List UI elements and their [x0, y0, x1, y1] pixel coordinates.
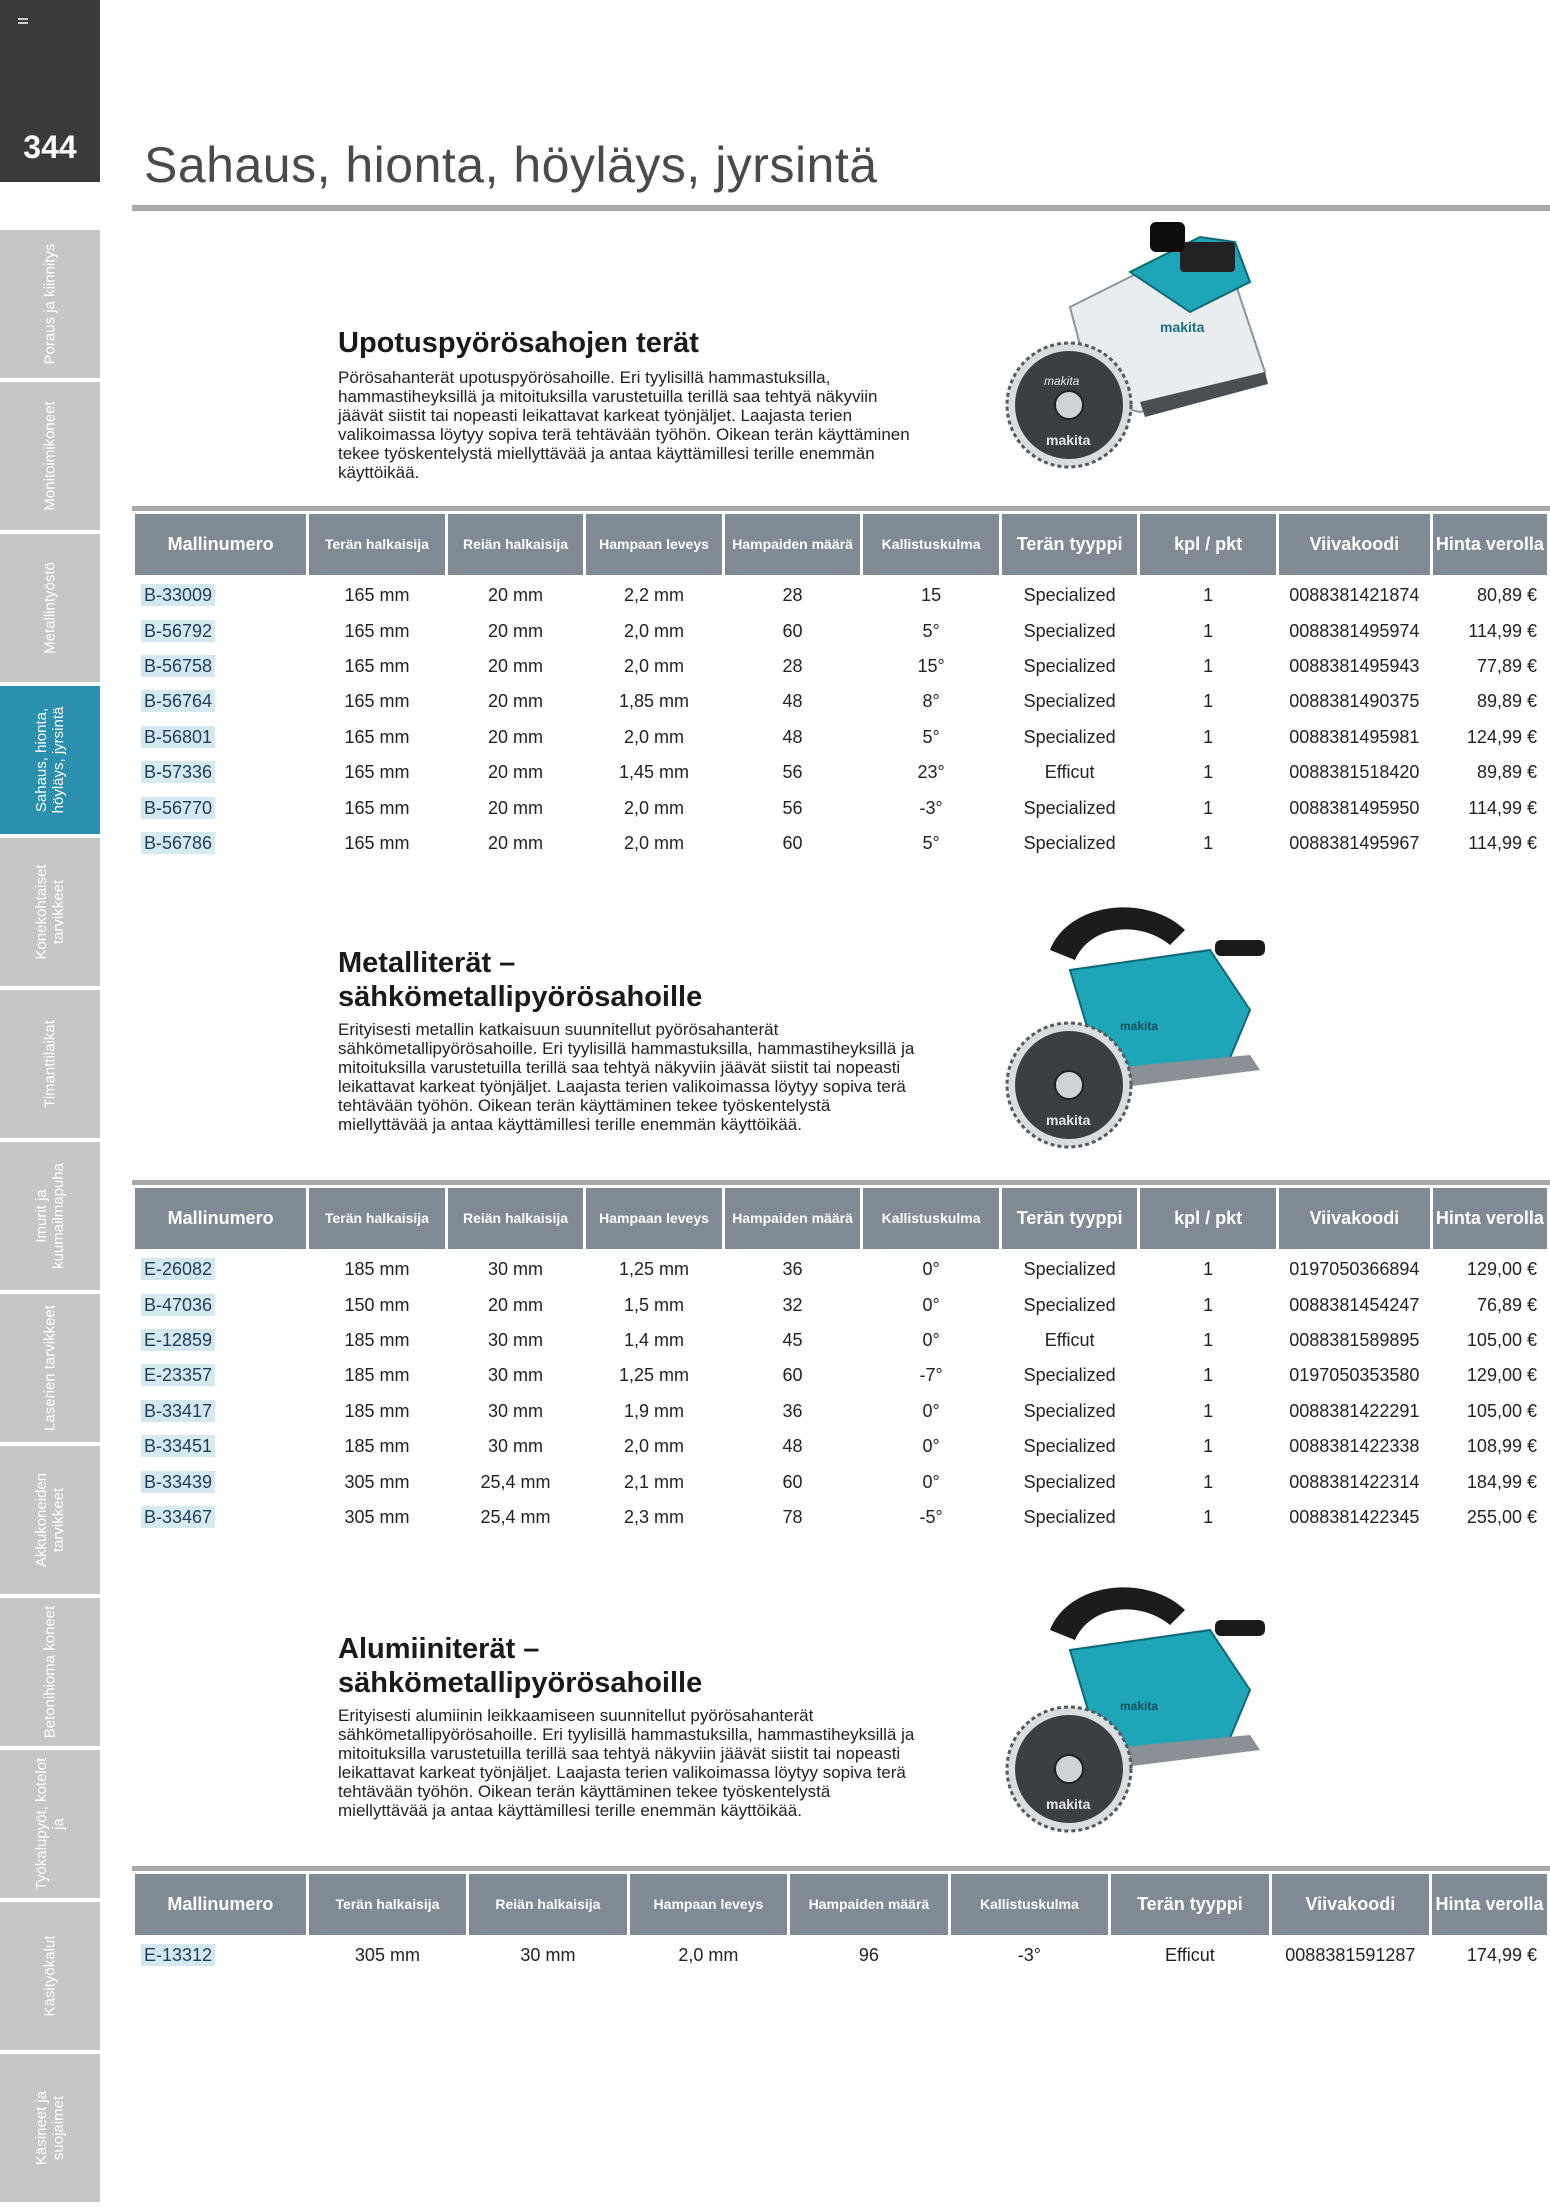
- col-header: Terän tyyppi: [1002, 1188, 1138, 1252]
- model-number-cell: [135, 720, 306, 755]
- col-header: Terän tyyppi: [1111, 1874, 1268, 1938]
- page-number-tab: [0, 0, 100, 182]
- col-header: Reiän halkaisija: [448, 514, 584, 578]
- table-row: [135, 1287, 1547, 1322]
- table-cell: 36: [782, 1400, 803, 1421]
- table-cell: 48: [782, 726, 803, 747]
- table-cell: 2,3 mm: [624, 1506, 685, 1527]
- table-cell: 30 mm: [487, 1400, 543, 1421]
- price-cell: 114,99 €: [1468, 832, 1537, 853]
- section-2-description: Erityisesti metallin katkaisuun suunnitellut pyörösahanterät sähkömetallipyörösahoille. Eri tyylisillä hammastuksilla, hammastiheyksillä ja mitoituksilla varustetuilla terillä saa tehtyä näkyviin jäävät siistit tai nopeasti leikattavat karkeat työnjäljet. Laajasta terien valikoimassa löytyy sopiva terä tehtävään työhön. Oikean terän käyttäminen tekee työskentelystä miellyttävää ja antaa käyttämillesi terille enemmän käyttöikää.: [338, 1020, 915, 1134]
- table-cell: 1: [1203, 1400, 1214, 1421]
- table-cell: 2,0 mm: [624, 620, 685, 641]
- table-cell: -7°: [919, 1365, 943, 1386]
- table-cell: 36: [782, 1259, 803, 1280]
- table-cell: Specialized: [1023, 1294, 1116, 1315]
- table-cell: 2,0 mm: [624, 1436, 685, 1457]
- table-row: [135, 1252, 1547, 1287]
- section-1-title: Upotuspyörösahojen terät: [338, 327, 699, 359]
- table-cell: 0088381495974: [1289, 620, 1420, 641]
- table-cell: 1: [1203, 1436, 1214, 1457]
- table-cell: 20 mm: [487, 655, 543, 676]
- table-cell: 305 mm: [344, 1506, 410, 1527]
- table-cell: 1: [1203, 1471, 1214, 1492]
- sidebar-tab-imurit[interactable]: Imurit ja kuumailmapuha: [0, 1142, 100, 1290]
- model-number-cell: [135, 1287, 306, 1322]
- table-cell: 1,9 mm: [624, 1400, 685, 1421]
- model-number[interactable]: B-56764: [141, 690, 215, 712]
- circular-saw-blade-icon: [1004, 340, 1134, 470]
- table-cell: 20 mm: [487, 585, 543, 606]
- table-row: [135, 755, 1547, 790]
- table-cell: 165 mm: [344, 762, 410, 783]
- title-divider: [132, 205, 1550, 211]
- model-number-cell: [135, 684, 306, 719]
- table-cell: 45: [782, 1329, 803, 1350]
- table-cell: 1,4 mm: [624, 1329, 685, 1350]
- table-cell: 165 mm: [344, 655, 410, 676]
- model-number[interactable]: E-13312: [141, 1944, 215, 1966]
- sidebar-tab-sahaus[interactable]: Sahaus, hionta, höyläys, jyrsintä: [0, 686, 100, 834]
- table-cell: 25,4 mm: [480, 1506, 551, 1527]
- table-cell: 20 mm: [487, 691, 543, 712]
- table-cell: 2,0 mm: [624, 832, 685, 853]
- table-cell: 0088381422345: [1289, 1506, 1420, 1527]
- table-row: [135, 720, 1547, 755]
- model-number[interactable]: B-56801: [141, 726, 215, 748]
- table-cell: 305 mm: [344, 1471, 410, 1492]
- table-cell: 1: [1203, 797, 1214, 818]
- model-number[interactable]: E-12859: [141, 1329, 215, 1351]
- col-header: Hinta verolla: [1432, 1874, 1547, 1938]
- table-cell: 165 mm: [344, 797, 410, 818]
- model-number[interactable]: B-56792: [141, 620, 215, 642]
- table-cell: 1: [1203, 726, 1214, 747]
- col-header: Terän halkaisija: [309, 514, 445, 578]
- model-number-cell: [135, 826, 306, 861]
- table-cell: 96: [858, 1945, 879, 1966]
- col-header: Mallinumero: [135, 514, 306, 578]
- svg-text:makita: makita: [1046, 1796, 1091, 1812]
- table-cell: 30 mm: [487, 1259, 543, 1280]
- table-cell: 0088381495943: [1289, 655, 1420, 676]
- table-cell: 1: [1203, 762, 1214, 783]
- sidebar-tab-metallintyosto[interactable]: Metallintyöstö: [0, 534, 100, 682]
- table-cell: 0088381518420: [1289, 762, 1420, 783]
- table-cell: Efficut: [1044, 762, 1095, 783]
- model-number[interactable]: B-47036: [141, 1294, 215, 1316]
- sidebar-tab-monitoimikoneet[interactable]: Monitoimikoneet: [0, 382, 100, 530]
- circular-saw-blade-icon: [1004, 1704, 1134, 1834]
- table-row: [135, 1500, 1547, 1535]
- table-cell: 1,25 mm: [619, 1365, 690, 1386]
- model-number[interactable]: B-57336: [141, 761, 215, 783]
- page-number: 344: [23, 129, 77, 165]
- table-cell: 56: [782, 797, 803, 818]
- table-cell: 30 mm: [520, 1945, 576, 1966]
- table-cell: 0088381495950: [1289, 797, 1420, 818]
- table-cell: 2,0 mm: [624, 726, 685, 747]
- price-cell: 124,99 €: [1466, 726, 1537, 747]
- table-cell: 0°: [922, 1329, 940, 1350]
- table-cell: 1: [1203, 832, 1214, 853]
- model-number-cell: [135, 1323, 306, 1358]
- model-number[interactable]: B-33417: [141, 1400, 215, 1422]
- table-cell: 185 mm: [344, 1400, 410, 1421]
- model-number[interactable]: B-33009: [141, 584, 215, 606]
- table-cell: 20 mm: [487, 620, 543, 641]
- price-cell: 184,99 €: [1466, 1471, 1537, 1492]
- table-cell: 60: [782, 1471, 803, 1492]
- table-cell: 1: [1203, 691, 1214, 712]
- table-cell: 15: [921, 585, 942, 606]
- table-cell: 1: [1203, 1259, 1214, 1280]
- table-cell: Specialized: [1023, 620, 1116, 641]
- col-header: Terän tyyppi: [1002, 514, 1138, 578]
- table-cell: 2,0 mm: [624, 655, 685, 676]
- table-row: [135, 613, 1547, 648]
- table-cell: 1: [1203, 1329, 1214, 1350]
- table-cell: Specialized: [1023, 655, 1116, 676]
- table-cell: 28: [782, 655, 803, 676]
- table-cell: 20 mm: [487, 726, 543, 747]
- model-number-cell: [135, 1394, 306, 1429]
- price-cell: 77,89 €: [1476, 655, 1537, 676]
- table-cell: 0088381422338: [1289, 1436, 1420, 1457]
- table-cell: 0088381421874: [1289, 585, 1420, 606]
- svg-text:makita: makita: [1160, 319, 1205, 335]
- price-cell: 105,00 €: [1466, 1329, 1537, 1350]
- sidebar: [0, 0, 100, 2209]
- model-number-cell: [135, 1358, 306, 1393]
- sidebar-tab-kasineet[interactable]: Käsineet ja suojaimet: [0, 2054, 100, 2202]
- circular-saw-blade-icon: [1004, 1020, 1134, 1150]
- col-header: Kallistuskulma: [863, 514, 999, 578]
- table-cell: 1,5 mm: [624, 1294, 685, 1315]
- table-cell: 2,0 mm: [624, 797, 685, 818]
- table-cell: 305 mm: [354, 1945, 420, 1966]
- table-cell: 20 mm: [487, 832, 543, 853]
- table-header-row: [135, 1188, 1547, 1252]
- table-cell: 1: [1203, 655, 1214, 676]
- table-header-row: [135, 514, 1547, 578]
- model-number[interactable]: B-56786: [141, 832, 215, 854]
- model-number-cell: [135, 1429, 306, 1464]
- col-header: Hampaan leveys: [586, 514, 722, 578]
- table-cell: 28: [782, 585, 803, 606]
- section-3-title: Alumiiniterät – sähkömetallipyörösahoille: [338, 1633, 703, 1699]
- price-cell: 129,00 €: [1466, 1259, 1537, 1280]
- col-header: Reiän halkaisija: [469, 1874, 626, 1938]
- table-cell: 32: [782, 1294, 803, 1315]
- section-1-description: Pörösahanterät upotuspyörösahoille. Eri tyylisillä hammastuksilla, hammastiheyksillä ja mitoituksilla varustetuilla terillä saa tehtyä näkyviin jäävät siistit tai nopeasti leikattavat karkeat työnjäljet. Laajasta terien valikoimassa löytyy sopiva terä tehtävään työhön. Oikean terän käyttäminen tekee työskentelystä miellyttävää ja antaa käyttämillesi terille enemmän käyttöikää.: [338, 368, 910, 482]
- price-cell: 114,99 €: [1468, 797, 1537, 818]
- model-number[interactable]: B-56758: [141, 655, 215, 677]
- table-cell: 48: [782, 1436, 803, 1457]
- model-number[interactable]: B-33467: [141, 1506, 215, 1528]
- price-cell: 76,89 €: [1476, 1294, 1537, 1315]
- table-row: [135, 649, 1547, 684]
- price-cell: 108,99 €: [1466, 1436, 1537, 1457]
- table-cell: 0197050353580: [1289, 1365, 1420, 1386]
- table-row: [135, 1464, 1547, 1499]
- col-header: Terän halkaisija: [309, 1874, 466, 1938]
- table-cell: 185 mm: [344, 1365, 410, 1386]
- table-cell: 165 mm: [344, 832, 410, 853]
- price-cell: 89,89 €: [1476, 691, 1537, 712]
- table-cell: -3°: [919, 797, 943, 818]
- table-cell: Specialized: [1023, 797, 1116, 818]
- table-cell: Specialized: [1023, 1506, 1116, 1527]
- table-cell: 5°: [922, 620, 940, 641]
- model-number-cell: [135, 578, 306, 613]
- table-cell: 25,4 mm: [480, 1471, 551, 1492]
- price-cell: 255,00 €: [1466, 1506, 1537, 1527]
- table-row: [135, 1358, 1547, 1393]
- table-cell: 1: [1203, 1506, 1214, 1527]
- table-cell: 20 mm: [487, 762, 543, 783]
- col-header: kpl / pkt: [1140, 514, 1276, 578]
- table-cell: 0°: [922, 1436, 940, 1457]
- table-cell: 0197050366894: [1289, 1259, 1420, 1280]
- table-cell: 56: [782, 762, 803, 783]
- svg-text:makita: makita: [1044, 374, 1080, 388]
- col-header: Hinta verolla: [1433, 1188, 1547, 1252]
- table-cell: 0088381495967: [1289, 832, 1420, 853]
- table-cell: Specialized: [1023, 691, 1116, 712]
- section-1-divider: [132, 506, 1550, 511]
- sidebar-tab-konekohtaiset[interactable]: Konekohtaiset tarvikkeet: [0, 838, 100, 986]
- table-cell: 2,1 mm: [624, 1471, 685, 1492]
- sidebar-tab-akkukoneiden[interactable]: Akkukoneiden tarvikkeet: [0, 1446, 100, 1594]
- table-cell: 0°: [922, 1294, 940, 1315]
- menu-icon[interactable]: [18, 18, 28, 24]
- price-cell: 80,89 €: [1476, 585, 1537, 606]
- table-row: [135, 790, 1547, 825]
- model-number-cell: [135, 649, 306, 684]
- table-cell: 5°: [922, 832, 940, 853]
- page-title: Sahaus, hionta, höyläys, jyrsintä: [144, 137, 878, 193]
- table-cell: 1,45 mm: [619, 762, 690, 783]
- col-header: Hampaiden määrä: [725, 1188, 861, 1252]
- table-cell: Specialized: [1023, 1400, 1116, 1421]
- table-row: [135, 826, 1547, 861]
- table-cell: 0088381589895: [1289, 1329, 1420, 1350]
- table-cell: 1,25 mm: [619, 1259, 690, 1280]
- table-row: [135, 1938, 1547, 1973]
- sidebar-tab-timanttilaikat[interactable]: Timanttilaikat: [0, 990, 100, 1138]
- table-cell: 0088381591287: [1285, 1945, 1416, 1966]
- svg-text:makita: makita: [1120, 1019, 1159, 1033]
- table-cell: 165 mm: [344, 585, 410, 606]
- col-header: Hinta verolla: [1433, 514, 1547, 578]
- table-cell: 0°: [922, 1400, 940, 1421]
- col-header: Viivakoodi: [1279, 514, 1430, 578]
- sidebar-tab-poraus[interactable]: Poraus ja kiinnitys: [0, 230, 100, 378]
- table-cell: 0088381422291: [1289, 1400, 1420, 1421]
- model-number[interactable]: B-56770: [141, 797, 215, 819]
- table-cell: 5°: [922, 726, 940, 747]
- model-number[interactable]: E-23357: [141, 1364, 215, 1386]
- table-cell: 2,2 mm: [624, 585, 685, 606]
- col-header: Viivakoodi: [1279, 1188, 1430, 1252]
- table-cell: 30 mm: [487, 1365, 543, 1386]
- col-header: Hampaan leveys: [586, 1188, 722, 1252]
- svg-text:makita: makita: [1120, 1699, 1159, 1713]
- section-2-divider: [132, 1180, 1550, 1185]
- table-cell: Specialized: [1023, 832, 1116, 853]
- table-cell: 60: [782, 832, 803, 853]
- svg-text:makita: makita: [1046, 432, 1091, 448]
- col-header: kpl / pkt: [1140, 1188, 1276, 1252]
- table-row: [135, 1323, 1547, 1358]
- table-cell: 1: [1203, 1365, 1214, 1386]
- table-cell: 185 mm: [344, 1259, 410, 1280]
- col-header: Terän halkaisija: [309, 1188, 445, 1252]
- svg-text:makita: makita: [1046, 1112, 1091, 1128]
- table-cell: 185 mm: [344, 1329, 410, 1350]
- model-number-cell: [135, 1500, 306, 1535]
- table-row: [135, 1429, 1547, 1464]
- price-cell: 105,00 €: [1466, 1400, 1537, 1421]
- table-cell: 165 mm: [344, 726, 410, 747]
- table-row: [135, 1394, 1547, 1429]
- table-cell: 185 mm: [344, 1436, 410, 1457]
- table-row: [135, 684, 1547, 719]
- table-cell: 0°: [922, 1471, 940, 1492]
- model-number-cell: [135, 613, 306, 648]
- model-number-cell: [135, 1938, 306, 1973]
- table-upotuspyorosahojen: [132, 514, 1550, 861]
- section-3-divider: [132, 1866, 1550, 1871]
- model-number[interactable]: B-33451: [141, 1435, 215, 1457]
- table-cell: 1: [1203, 1294, 1214, 1315]
- col-header: Viivakoodi: [1272, 1874, 1429, 1938]
- table-cell: 60: [782, 1365, 803, 1386]
- table-cell: 1: [1203, 620, 1214, 641]
- sidebar-tab-betonihioma[interactable]: Betonihioma koneet: [0, 1598, 100, 1746]
- model-number-cell: [135, 1252, 306, 1287]
- table-cell: 150 mm: [344, 1294, 410, 1315]
- table-cell: 15°: [917, 655, 945, 676]
- section-2-title: Metalliterät – sähkömetallipyörösahoille: [338, 947, 703, 1013]
- table-cell: 0088381454247: [1289, 1294, 1420, 1315]
- sidebar-tab-tyokalupyot[interactable]: Työkalupyöt, kotelot ja: [0, 1750, 100, 1898]
- table-cell: 8°: [922, 691, 940, 712]
- col-header: Mallinumero: [135, 1874, 306, 1938]
- table-metalliterat: [132, 1188, 1550, 1535]
- table-cell: 165 mm: [344, 620, 410, 641]
- table-cell: 0088381495981: [1289, 726, 1420, 747]
- table-cell: -5°: [919, 1506, 943, 1527]
- table-cell: Specialized: [1023, 726, 1116, 747]
- model-number-cell: [135, 1464, 306, 1499]
- table-cell: 2,0 mm: [678, 1945, 739, 1966]
- table-row: [135, 578, 1547, 613]
- table-cell: 0088381490375: [1289, 691, 1420, 712]
- table-cell: Efficut: [1165, 1945, 1215, 1966]
- table-cell: -3°: [1017, 1945, 1041, 1966]
- table-cell: 1: [1203, 585, 1214, 606]
- col-header: Hampaiden määrä: [725, 514, 861, 578]
- model-number[interactable]: E-26082: [141, 1258, 215, 1280]
- col-header: Mallinumero: [135, 1188, 306, 1252]
- table-cell: Efficut: [1044, 1329, 1095, 1350]
- model-number-cell: [135, 790, 306, 825]
- table-cell: 0088381422314: [1289, 1471, 1420, 1492]
- model-number[interactable]: B-33439: [141, 1471, 215, 1493]
- section-3-description: Erityisesti alumiinin leikkaamiseen suunnitellut pyörösahanterät sähkömetallipyörösahoille. Eri tyylisillä hammastuksilla, hammastiheyksillä ja mitoituksilla varustetuilla terillä saa tehtyä näkyviin jäävät siistit tai nopeasti leikattavat karkeat työnjäljet. Laajasta terien valikoimassa löytyy sopiva terä tehtävään työhön. Oikean terän käyttäminen tekee työskentelystä miellyttävää ja antaa käyttämillesi terille enemmän käyttöikää.: [338, 1706, 915, 1820]
- price-cell: 89,89 €: [1476, 762, 1537, 783]
- table-cell: Specialized: [1023, 1365, 1116, 1386]
- table-cell: 20 mm: [487, 797, 543, 818]
- table-cell: 78: [782, 1506, 803, 1527]
- table-cell: Specialized: [1023, 1471, 1116, 1492]
- table-cell: 30 mm: [487, 1329, 543, 1350]
- table-header-row: [135, 1874, 1547, 1938]
- model-number-cell: [135, 755, 306, 790]
- table-cell: 60: [782, 620, 803, 641]
- table-cell: Specialized: [1023, 1259, 1116, 1280]
- table-alumiiniterat: [132, 1874, 1550, 1973]
- sidebar-tab-kasityokalut[interactable]: Käsityökalut: [0, 1902, 100, 2050]
- table-cell: 1,85 mm: [619, 691, 690, 712]
- table-cell: 30 mm: [487, 1436, 543, 1457]
- sidebar-tab-laserien[interactable]: Laserien tarvikkeet: [0, 1294, 100, 1442]
- table-cell: 165 mm: [344, 691, 410, 712]
- table-cell: 20 mm: [487, 1294, 543, 1315]
- price-cell: 174,99 €: [1466, 1945, 1537, 1966]
- table-cell: 48: [782, 691, 803, 712]
- col-header: Kallistuskulma: [951, 1874, 1108, 1938]
- col-header: Hampaiden määrä: [790, 1874, 947, 1938]
- col-header: Reiän halkaisija: [448, 1188, 584, 1252]
- table-cell: 0°: [922, 1259, 940, 1280]
- price-cell: 114,99 €: [1468, 620, 1537, 641]
- col-header: Kallistuskulma: [863, 1188, 999, 1252]
- table-cell: Specialized: [1023, 585, 1116, 606]
- price-cell: 129,00 €: [1466, 1365, 1537, 1386]
- col-header: Hampaan leveys: [630, 1874, 787, 1938]
- table-cell: Specialized: [1023, 1436, 1116, 1457]
- table-cell: 23°: [917, 762, 945, 783]
